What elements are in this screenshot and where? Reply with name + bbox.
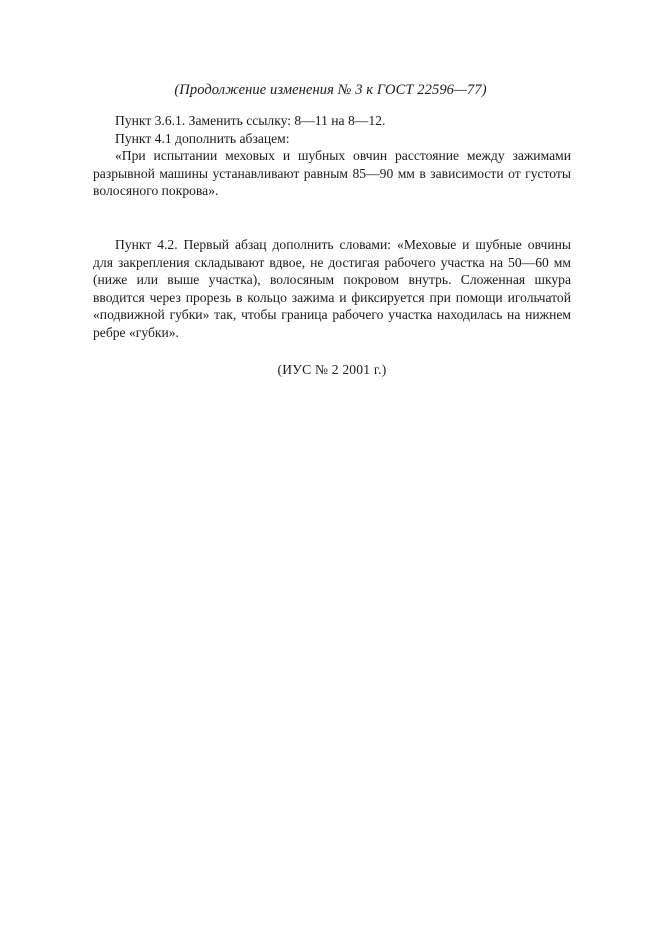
document-body [93, 112, 571, 378]
footer-note: (ИУС № 2 2001 г.) [277, 361, 387, 377]
paragraph-1: Пункт 3.6.1. Заменить ссылку: 8—11 на 8—12. [115, 113, 386, 128]
paragraph-spacer [93, 200, 571, 217]
paragraph-4: Пункт 4.2. Первый абзац дополнить словами: «Меховые и шубные овчины для закрепления складывают вдвое, не достигая рабочего участка на 50—60 мм (ниже или выше участка), волосяным покровом внутрь. Сложенная шкура вводится через прорезь в кольцо зажима и фиксируется при помощи игольчатой «подвижной губки» так, чтобы граница рабочего участка находилась на нижнем ребре «губки». [93, 236, 571, 340]
document-header: (Продолжение изменения № 3 к ГОСТ 22596—77) [174, 82, 487, 98]
paragraph-3: «При испытании меховых и шубных овчин расстояние между зажимами разрывной машины устанавливают равным 85—90 мм в зависимости от густоты волосяного покрова». [93, 148, 571, 199]
paragraph-2: Пункт 4.1 дополнить абзацем: [115, 130, 290, 146]
